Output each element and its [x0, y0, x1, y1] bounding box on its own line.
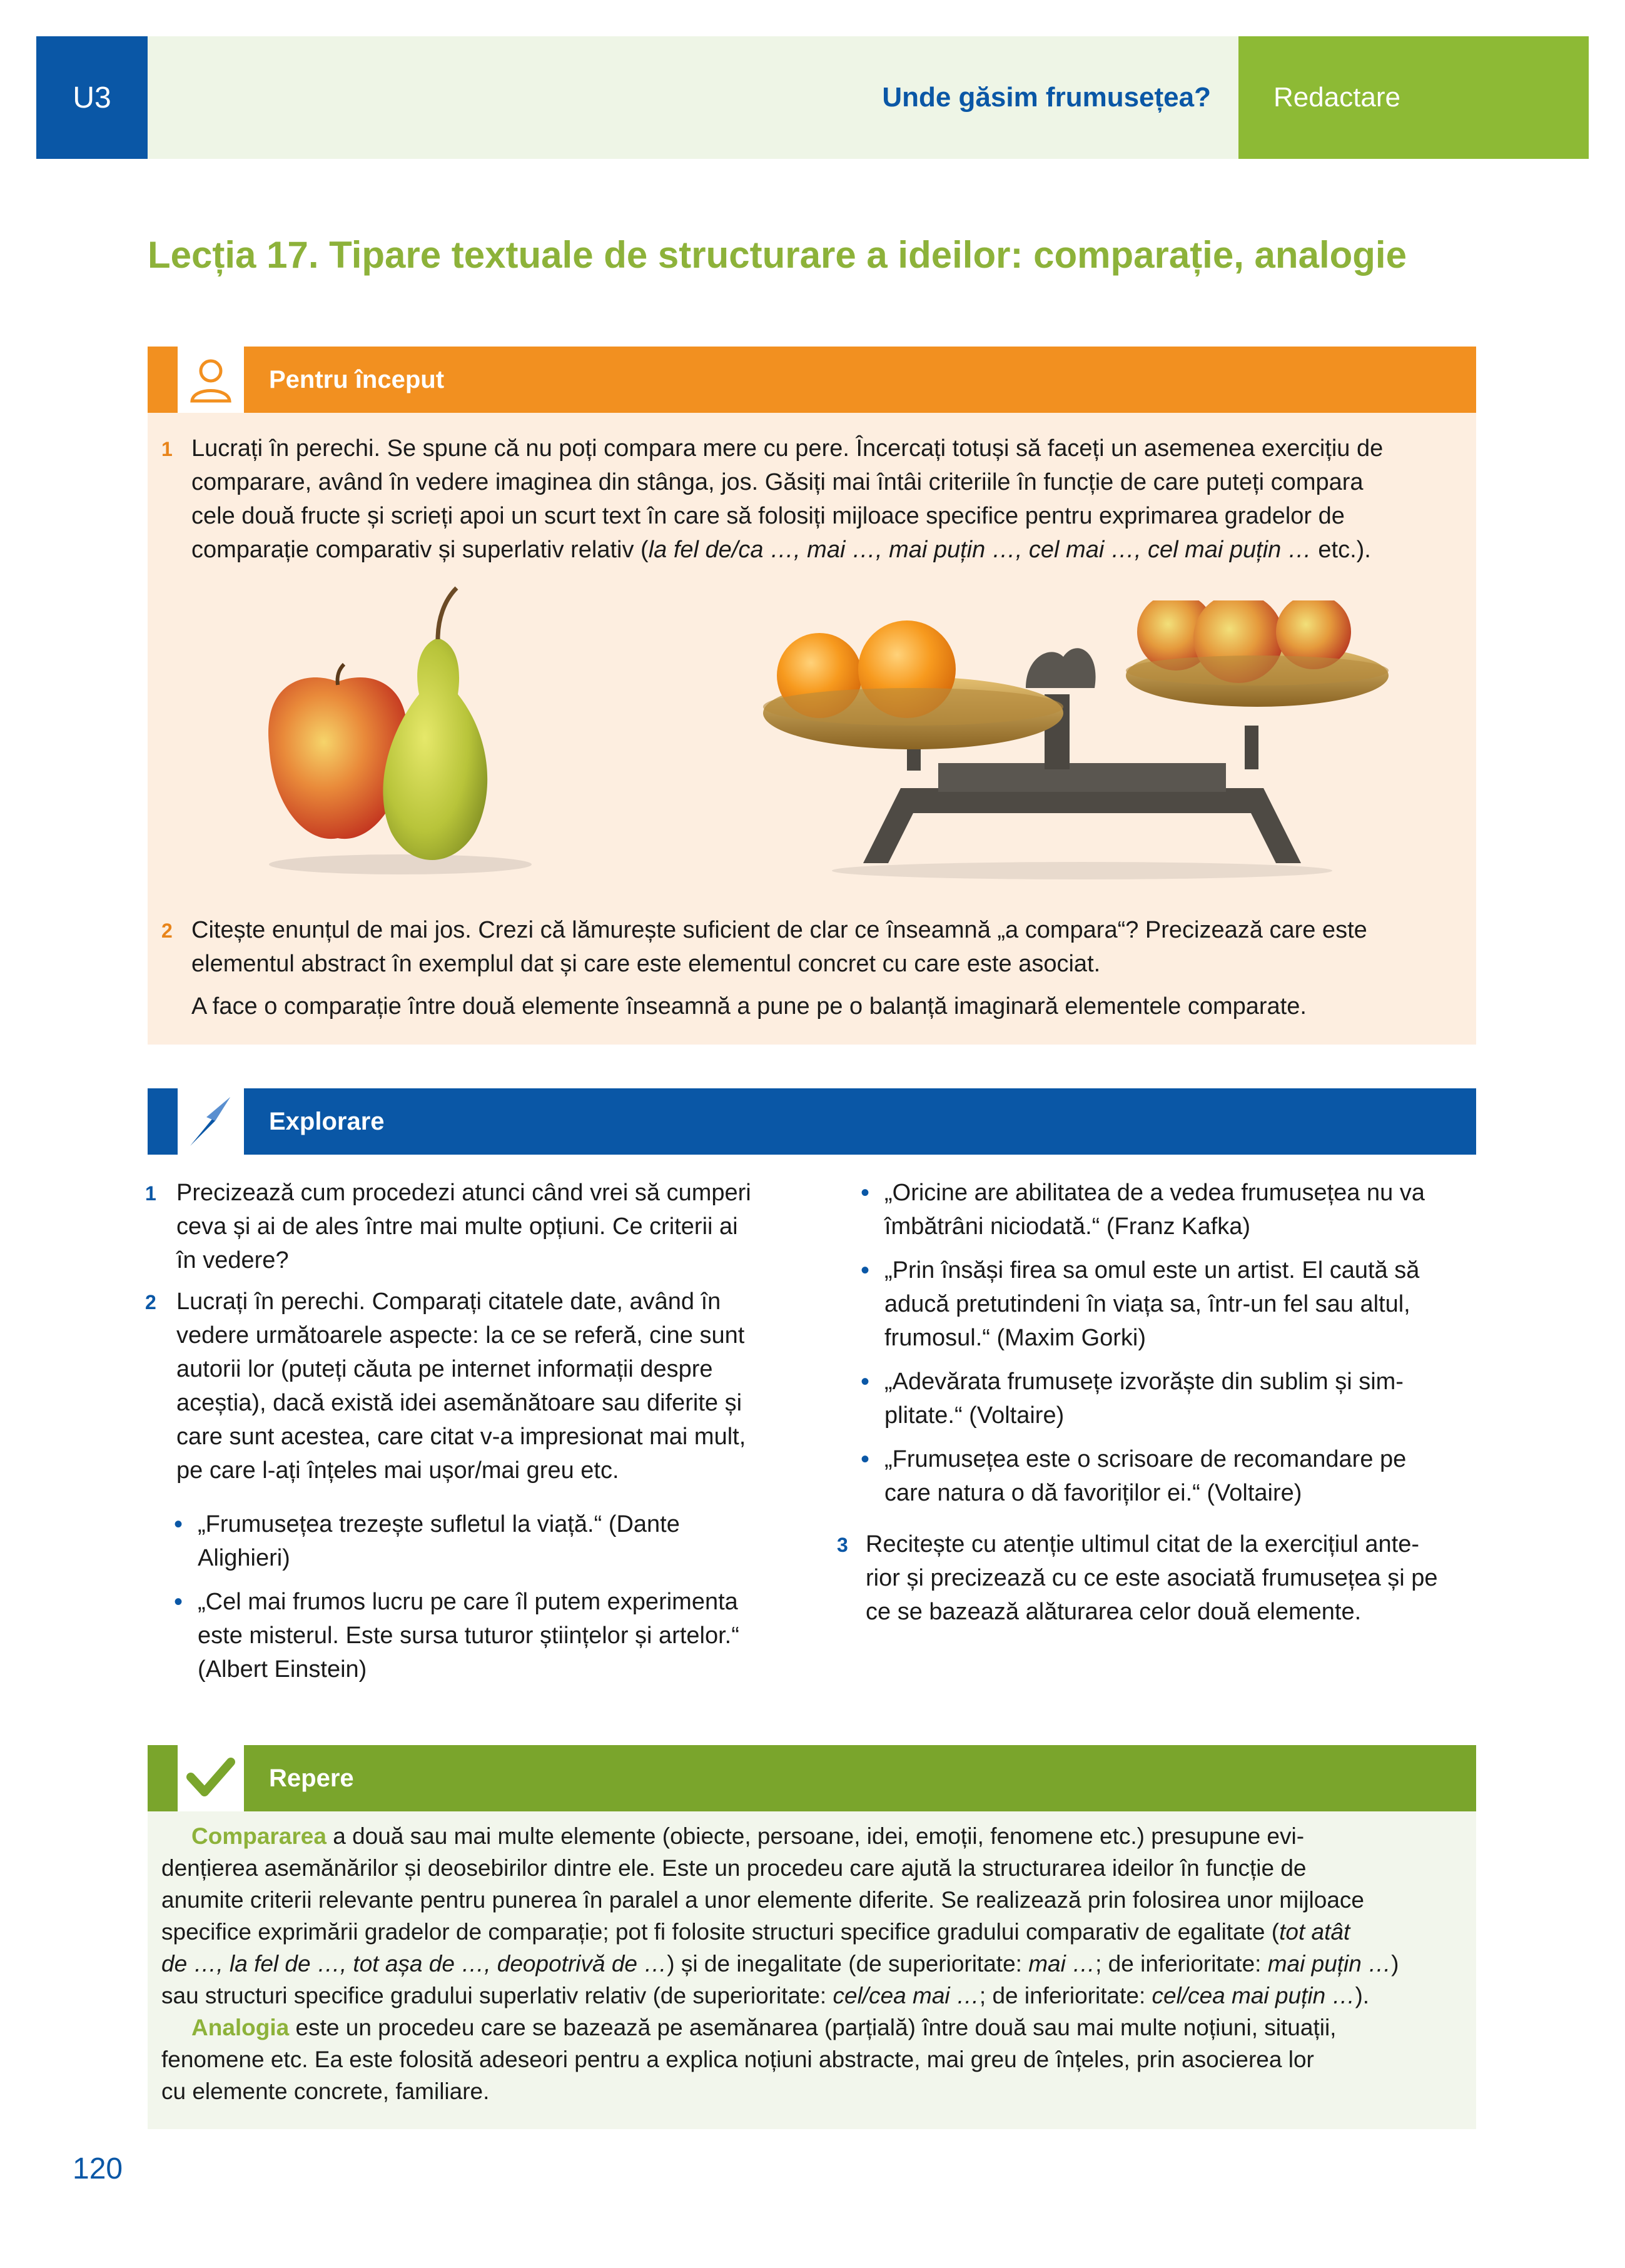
- text-line: Recitește cu atenție ultimul citat de la exercițiul ante-: [866, 1531, 1419, 1557]
- compass-icon: [178, 1088, 244, 1155]
- apple-pear-illustration: [250, 582, 550, 882]
- explorare-bar: [148, 1088, 1476, 1155]
- text-line: este misterul. Este sursa tuturor științelor și artelor.“: [198, 1623, 739, 1649]
- exercise-number: 2: [161, 919, 173, 942]
- text-line: A face o comparație între două elemente înseamnă a pune pe o balanță imaginară elementele comparate.: [191, 993, 1307, 1020]
- text-line: care sunt acestea, care citat v-a impresionat mai mult,: [176, 1424, 746, 1450]
- repere-label: Repere: [269, 1764, 354, 1792]
- text-line: • „Prin însăși firea sa omul este un artist. El caută să: [884, 1257, 1420, 1283]
- text-line: frumosul.“ (Maxim Gorki): [884, 1325, 1147, 1351]
- pentru-inceput-label: Pentru început: [269, 365, 445, 393]
- text-line: ceva și ai de ales între mai multe opțiuni. Ce criterii ai: [176, 1213, 738, 1240]
- text-span: etc.).: [1311, 537, 1371, 563]
- text-line: • „Frumusețea este o scrisoare de recomandare pe: [884, 1446, 1407, 1472]
- pentru-inceput-bar: [148, 347, 1476, 413]
- exercise-number: 2: [145, 1291, 156, 1314]
- text-line: rior și precizează cu ce este asociată frumusețea și pe: [866, 1565, 1438, 1591]
- exercise-2-text: [191, 913, 1467, 1023]
- unit-label: U3: [73, 81, 111, 114]
- text-italic: cel/cea mai puțin …: [1152, 1983, 1355, 2008]
- text-span: ; de inferioritate:: [1095, 1951, 1268, 1977]
- term-comparare: Compararea: [191, 1823, 327, 1849]
- scale-illustration: [751, 600, 1414, 882]
- text-line: aceștia), dacă există idei asemănătoare sau diferite și: [176, 1390, 742, 1416]
- exercise-1-text: [191, 432, 1467, 567]
- exercise-number: 1: [145, 1182, 156, 1205]
- text-span: specifice exprimării gradelor de comparație; pot fi folosite structuri specifice gradului comparativ de egalitate (: [161, 1919, 1280, 1945]
- text-line: comparare, având în vedere imaginea din stânga, jos. Găsiți mai întâi criteriile în funcție de care puteți compara: [191, 469, 1364, 495]
- text-line: [161, 1948, 1462, 1980]
- text-line: anumite criterii relevante pentru punerea în paralel a unor elemente diferite. Se realizează prin folosirea unor mijloace: [161, 1887, 1365, 1913]
- quote-item: [856, 1176, 1481, 1243]
- explorare-exercise-1: [176, 1176, 802, 1277]
- text-line: Precizează cum procedezi atunci când vrei să cumperi: [176, 1180, 751, 1206]
- quote-item: [856, 1253, 1481, 1355]
- person-icon: [178, 347, 244, 413]
- text-span: este un procedeu care se bazează pe asemănarea (parțială) între două sau mai multe noțiuni, situații,: [289, 2015, 1337, 2040]
- text-line: care natura o dă favoriților ei.“ (Voltaire): [884, 1480, 1302, 1506]
- text-line: îmbătrâni niciodată.“ (Franz Kafka): [884, 1213, 1251, 1240]
- text-line: Lucrați în perechi. Comparați citatele date, având în: [176, 1288, 721, 1315]
- explorare-exercise-3: [866, 1527, 1479, 1629]
- text-line: în vedere?: [176, 1247, 289, 1273]
- text-span: comparație comparativ și superlativ relativ (: [191, 537, 649, 563]
- text-span: ): [1391, 1951, 1399, 1977]
- quotes-right-list: [856, 1176, 1481, 1520]
- text-span: ) și de inegalitate (de superioritate:: [667, 1951, 1029, 1977]
- text-line: [191, 533, 1467, 567]
- text-line: cu elemente concrete, familiare.: [161, 2078, 490, 2104]
- text-italic: la fel de/ca …, mai …, mai puțin …, cel mai …, cel mai puțin …: [648, 537, 1312, 563]
- quote-item: [856, 1442, 1481, 1510]
- text-line: [161, 1916, 1462, 1948]
- exercise-number: 1: [161, 438, 173, 460]
- text-line: (Albert Einstein): [198, 1656, 367, 1683]
- text-italic: mai puțin …: [1267, 1951, 1392, 1977]
- unit-title: Unde găsim frumusețea?: [882, 82, 1211, 113]
- text-line: fenomene etc. Ea este folosită adeseori pentru a explica noțiuni abstracte, mai greu de înțeles, prin asocierea lor: [161, 2047, 1314, 2072]
- text-span: ).: [1355, 1983, 1370, 2008]
- text-italic: de …, la fel de …, tot așa de …, deopotrivă de …: [161, 1951, 667, 1977]
- quote-item: [169, 1507, 794, 1575]
- text-italic: cel/cea mai …: [833, 1983, 980, 2008]
- text-line: • „Adevărata frumusețe izvorăște din sublim și sim-: [884, 1369, 1404, 1395]
- exercise-number: 3: [837, 1534, 848, 1556]
- text-line: pe care l-ați înțeles mai ușor/mai greu etc.: [176, 1457, 619, 1484]
- page-number: 120: [73, 2152, 123, 2185]
- text-line: aducă pretutindeni în viața sa, într-un fel sau altul,: [884, 1291, 1410, 1317]
- text-line: autorii lor (puteți căuta pe internet informații despre: [176, 1356, 713, 1382]
- section-tab: Redactare: [1238, 36, 1589, 159]
- text-line: dențierea asemănărilor și deosebirilor dintre ele. Este un procedeu care ajută la structurarea ideilor în funcție de: [161, 1855, 1307, 1881]
- quote-item: [169, 1585, 794, 1686]
- text-line: cele două fructe și scrieți apoi un scurt text în care să folosiți mijloace specifice pentru exprimarea gradelor de: [191, 503, 1345, 529]
- text-span: ; de inferioritate:: [979, 1983, 1152, 2008]
- text-line: Citește enunțul de mai jos. Crezi că lămurește suficient de clar ce înseamnă „a compara“? Precizează care este: [191, 917, 1367, 943]
- quote-item: [856, 1365, 1481, 1432]
- text-line: • „Frumusețea trezește sufletul la viață.“ (Dante: [198, 1511, 680, 1537]
- text-line: elementul abstract în exemplul dat și care este elementul concret cu care este asociat.: [191, 951, 1101, 977]
- text-line: ce se bazează alăturarea celor două elemente.: [866, 1599, 1362, 1625]
- text-line: • „Cel mai frumos lucru pe care îl putem experimenta: [198, 1589, 738, 1615]
- text-line: Alighieri): [198, 1545, 290, 1571]
- explorare-label: Explorare: [269, 1107, 385, 1135]
- text-span: a două sau mai multe elemente (obiecte, persoane, idei, emoții, fenomene etc.) presupune evi-: [326, 1823, 1305, 1849]
- quotes-left-list: [169, 1507, 794, 1696]
- text-line: plitate.“ (Voltaire): [884, 1402, 1065, 1429]
- text-line: Lucrați în perechi. Se spune că nu poți compara mere cu pere. Încercați totuși să faceți un asemenea exercițiu de: [191, 435, 1384, 462]
- text-line: vedere următoarele aspecte: la ce se referă, cine sunt: [176, 1322, 745, 1349]
- text-line: [161, 1980, 1462, 2012]
- text-line: [161, 1820, 1462, 1852]
- text-span: sau structuri specifice gradului superlativ relativ (de superioritate:: [161, 1983, 833, 2008]
- text-line: • „Oricine are abilitatea de a vedea frumusețea nu va: [884, 1180, 1425, 1206]
- unit-badge: [36, 36, 148, 159]
- repere-bar: [148, 1745, 1476, 1811]
- lesson-title: Lecția 17. Tipare textuale de structurare a ideilor: comparație, analogie: [148, 234, 1407, 276]
- text-line: [161, 2012, 1462, 2043]
- repere-text: [161, 1820, 1462, 2107]
- checkmark-icon: [178, 1745, 244, 1811]
- text-italic: tot atât: [1279, 1919, 1350, 1945]
- text-italic: mai …: [1028, 1951, 1096, 1977]
- term-analogia: Analogia: [191, 2015, 290, 2040]
- explorare-exercise-2: [176, 1285, 802, 1487]
